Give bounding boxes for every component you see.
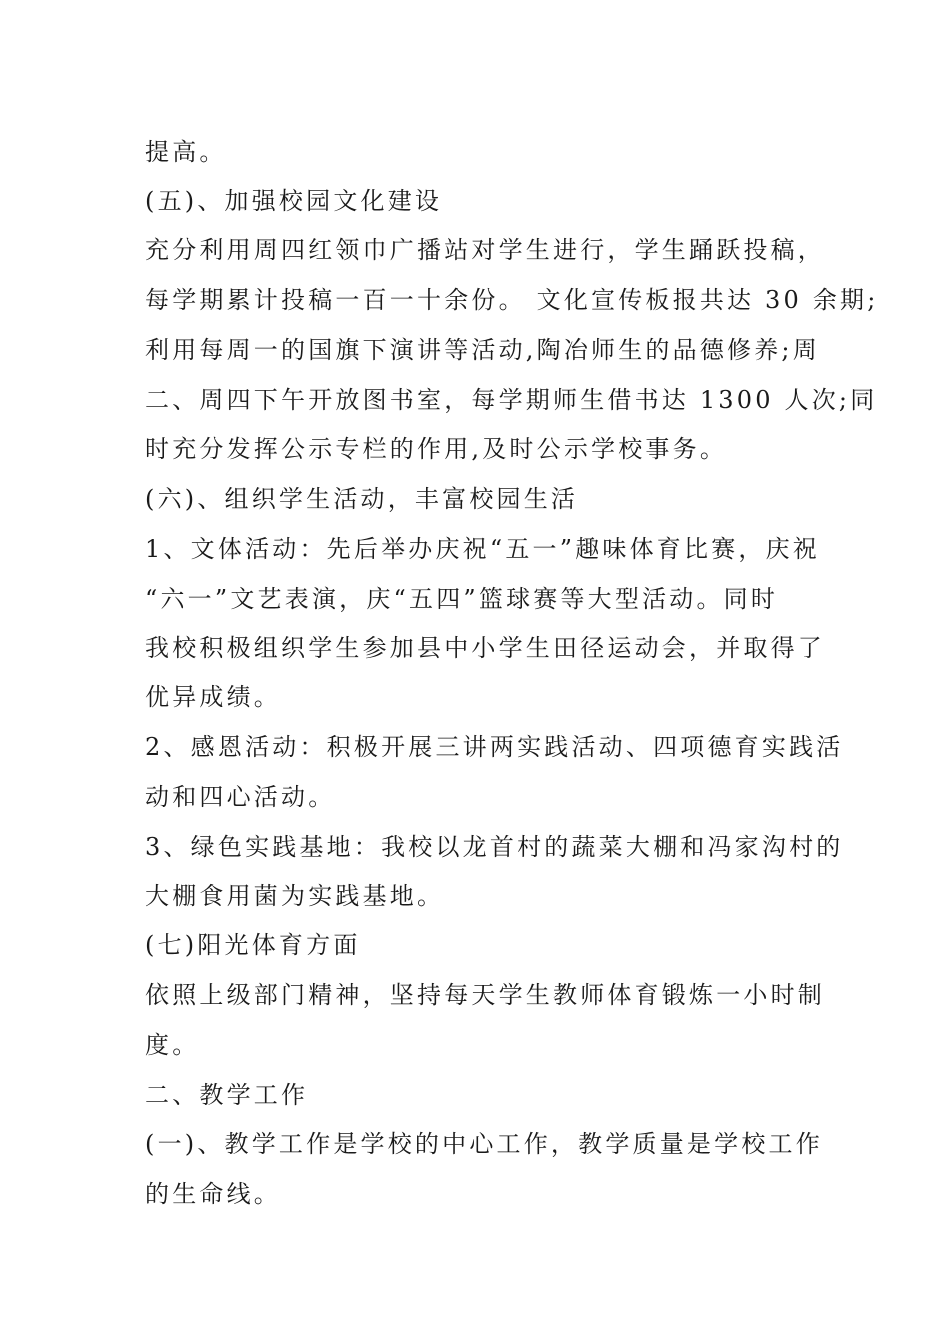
text-line: 依照上级部门精神，坚持每天学生教师体育锻炼一小时制 [145, 981, 825, 1009]
text-line: 1、文体活动：先后举办庆祝“五一”趣味体育比赛，庆祝 [145, 535, 821, 563]
text-line: 提高。 [145, 138, 227, 166]
text-line: (一)、教学工作是学校的中心工作，教学质量是学校工作 [145, 1130, 823, 1158]
text-line: “六一”文艺表演，庆“五四”篮球赛等大型活动。同时 [145, 585, 779, 613]
text-line: 3、绿色实践基地：我校以龙首村的蔬菜大棚和冯家沟村的 [145, 833, 844, 861]
text-line: 每学期累计投稿一百一十余份。 文化宣传板报共达 30 余期; [145, 286, 879, 314]
section-heading: (七)阳光体育方面 [145, 931, 361, 959]
section-heading: 二、教学工作 [145, 1081, 309, 1109]
text-line: 利用每周一的国旗下演讲等活动,陶冶师生的品德修养;周 [145, 336, 820, 364]
text-line: 充分利用周四红领巾广播站对学生进行，学生踊跃投稿， [145, 236, 825, 264]
text-line: 的生命线。 [145, 1180, 281, 1208]
text-line: 优异成绩。 [145, 683, 281, 711]
text-line: 二、周四下午开放图书室，每学期师生借书达 1300 人次;同 [145, 386, 878, 414]
text-line: 动和四心活动。 [145, 783, 336, 811]
text-line: 2、感恩活动：积极开展三讲两实践活动、四项德育实践活 [145, 733, 844, 761]
text-line: 我校积极组织学生参加县中小学生田径运动会，并取得了 [145, 634, 825, 662]
text-line: 时充分发挥公示专栏的作用,及时公示学校事务。 [145, 435, 728, 463]
section-heading: (五)、加强校园文化建设 [145, 187, 443, 215]
section-heading: (六)、组织学生活动，丰富校园生活 [145, 485, 579, 513]
text-line: 度。 [145, 1031, 200, 1059]
text-line: 大棚食用菌为实践基地。 [145, 882, 445, 910]
